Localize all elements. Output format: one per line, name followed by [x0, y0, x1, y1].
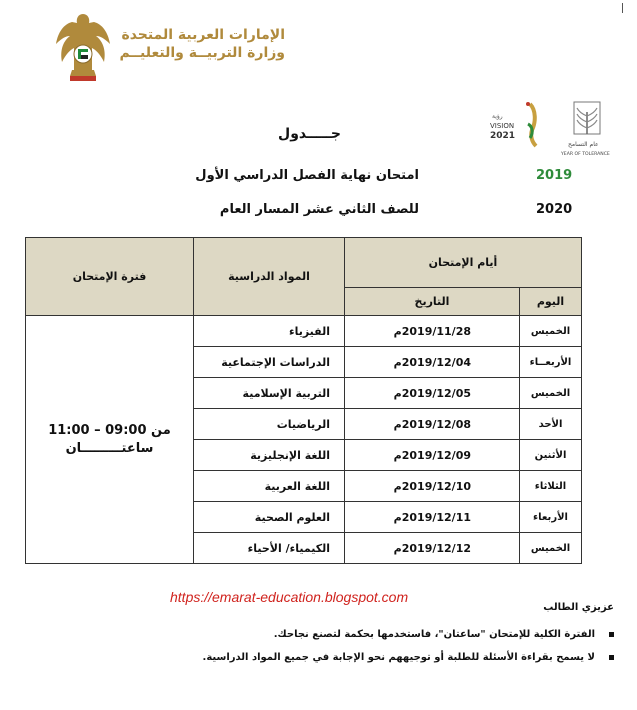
date-cell: 2019/12/05م [345, 378, 520, 409]
subject-cell: التربية الإسلامية [194, 378, 345, 409]
uae-emblem-icon [50, 10, 116, 84]
subjects-header: المواد الدراسية [194, 238, 345, 316]
subject-cell: اللغة الإنجليزية [194, 440, 345, 471]
subject-cell: الفيزياء [194, 316, 345, 347]
date-cell: 2019/12/04م [345, 347, 520, 378]
svg-text:2021: 2021 [490, 131, 516, 141]
date-cell: 2019/12/08م [345, 409, 520, 440]
svg-text:عام التسامح: عام التسامح [568, 141, 599, 148]
period-duration: ساعتـــــــــان [65, 440, 154, 456]
bullet-icon [609, 655, 614, 660]
subject-cell: الرياضيات [194, 409, 345, 440]
year-of-tolerance-logo [560, 100, 612, 158]
day-cell: الخميس [520, 378, 582, 409]
day-cell: الأثنين [520, 440, 582, 471]
period-header: فترة الإمتحان [26, 238, 194, 316]
exam-period-cell [26, 316, 194, 564]
page-edge-mark [622, 3, 623, 13]
schedule-heading: جـــــدول [278, 126, 341, 142]
date-cell: 2019/11/28م [345, 316, 520, 347]
period-time: من 09:00 – 11:00 [48, 422, 171, 438]
day-cell: الخميس [520, 316, 582, 347]
subject-cell: الكيمياء/ الأحياء [194, 533, 345, 564]
grade-title: للصف الثاني عشر المسار العام [219, 202, 419, 217]
vision-label: VISION [490, 122, 515, 130]
day-cell: الأربعاء [520, 502, 582, 533]
table-row [26, 316, 582, 347]
date-cell: 2019/12/09م [345, 440, 520, 471]
date-cell: 2019/12/11م [345, 502, 520, 533]
ministry-country-name: الإمارات العربية المتحدة [121, 27, 285, 43]
day-cell: الخميس [520, 533, 582, 564]
note-text: لا يسمح بقراءة الأسئلة للطلبة أو توجيههم نحو الإجابة في جميع المواد الدراسية. [202, 652, 595, 663]
subject-cell: اللغة العربية [194, 471, 345, 502]
exam-title: امتحان نهاية الفصل الدراسي الأول [195, 168, 419, 183]
year-end: 2020 [536, 202, 573, 217]
note-item [274, 629, 614, 640]
svg-text:رؤية: رؤية [492, 113, 503, 120]
day-cell: الأحد [520, 409, 582, 440]
subject-cell: العلوم الصحية [194, 502, 345, 533]
website-link[interactable]: https://emarat-education.blogspot.com [170, 589, 409, 605]
svg-text:YEAR OF TOLERANCE: YEAR OF TOLERANCE [561, 152, 610, 157]
vision-2021-logo [488, 100, 540, 148]
dear-student-label: عزيزي الطالب [543, 602, 614, 613]
ministry-name: وزارة التربيــة والتعليــم [119, 45, 285, 61]
note-item [203, 652, 614, 663]
bullet-icon [609, 632, 614, 637]
note-text: الفترة الكلية للإمتحان "ساعتان"، فاستخدمها بحكمة لتصنع نجاحك. [273, 629, 595, 640]
day-cell: الثلاثاء [520, 471, 582, 502]
date-cell: 2019/12/12م [345, 533, 520, 564]
date-cell: 2019/12/10م [345, 471, 520, 502]
year-start: 2019 [536, 168, 573, 183]
day-cell: الأربعــاء [520, 347, 582, 378]
exam-schedule-table [25, 237, 582, 564]
day-header: اليوم [520, 288, 582, 316]
subject-cell: الدراسات الإجتماعية [194, 347, 345, 378]
date-header: التاريخ [345, 288, 520, 316]
exam-days-header: أيام الإمتحان [345, 238, 582, 288]
